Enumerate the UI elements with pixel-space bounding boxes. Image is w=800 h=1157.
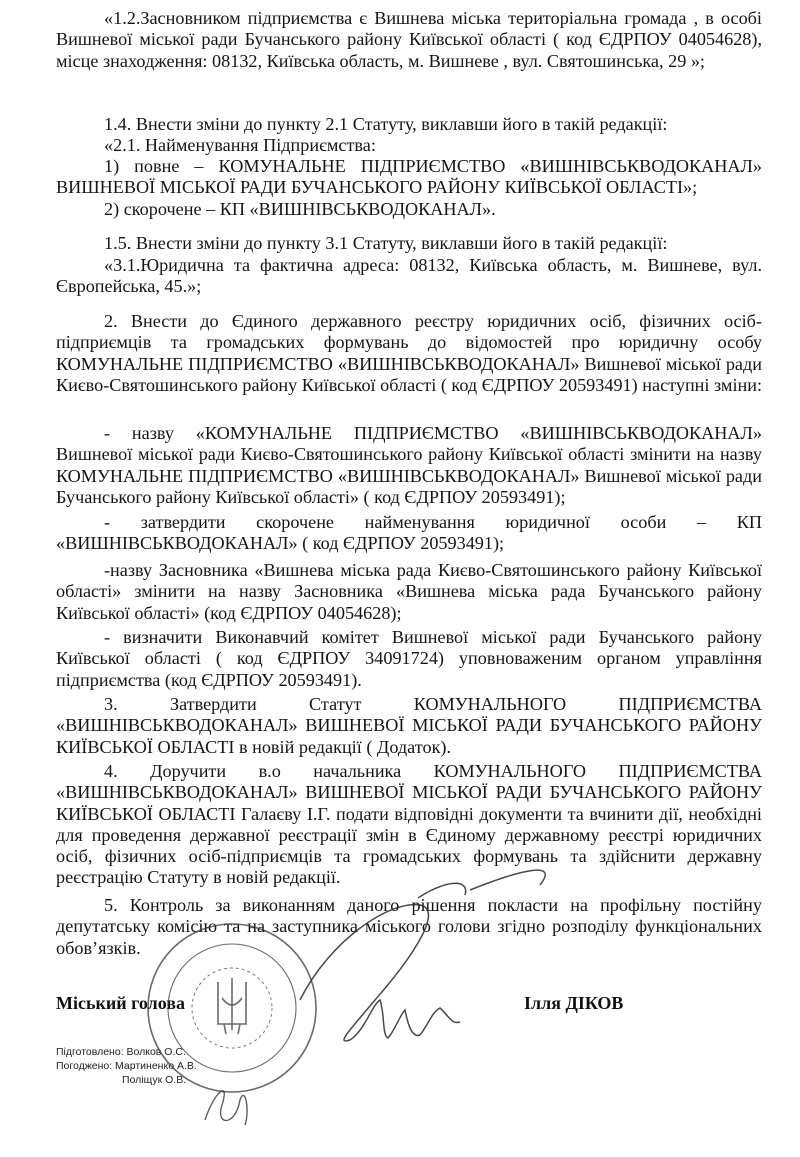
paragraph-full-name: 1) повне – КОМУНАЛЬНЕ ПІДПРИЄМСТВО «ВИШНІВСЬКВОДОКАНАЛ» ВИШНЕВОЇ МІСЬКОЇ РАДИ БУЧАНСЬКОГО РАЙОНУ КИЇВСЬКОЇ ОБЛАСТІ»; bbox=[56, 156, 762, 198]
paragraph-2: 2. Внести до Єдиного державного реєстру юридичних осіб, фізичних осіб-підприємців та громадських формувань до відомостей про юридичну особу КОМУНАЛЬНЕ ПІДПРИЄМСТВО «ВИШНІВСЬКВОДОКАНАЛ» Вишневої міської ради Києво-Святошинського району Київської області ( код ЄДРПОУ 20593491) наступні зміни: bbox=[56, 311, 763, 395]
trident-emblem-icon bbox=[218, 978, 246, 1034]
agreed-by: Погоджено: Мартиненко А.В. bbox=[56, 1060, 197, 1072]
agreed-by-2: Поліщук О.В. bbox=[122, 1074, 187, 1086]
paragraph-5: 5. Контроль за виконанням даного рішення покласти на профільну постійну депутатську комісію та на заступника міського голови згідно розподілу функціональних обов’язків. bbox=[56, 895, 762, 958]
paragraph-founder-rename: -назву Засновника «Вишнева міська рада Києво-Святошинського району Київської області» змінити на назву Засновника «Вишнева міська рада Бучанського району Київської області» (код ЄДРПОУ 04054628); bbox=[56, 560, 762, 623]
paragraph-3: 3. Затвердити Статут КОМУНАЛЬНОГО ПІДПРИЄМСТВА «ВИШНІВСЬКВОДОКАНАЛ» ВИШНЕВОЇ МІСЬКОЇ РАДИ БУЧАНСЬКОГО РАЙОНУ КИЇВСЬКОЇ ОБЛАСТІ в новій редакції ( Додаток). bbox=[56, 694, 762, 757]
paragraph-1-5: 1.5. Внести зміни до пункту 3.1 Статуту, виклавши його в такій редакції: bbox=[104, 233, 668, 253]
initials-scribble bbox=[205, 1091, 247, 1125]
mayor-name: Ілля ДІКОВ bbox=[524, 993, 624, 1013]
paragraph-short-approve: - затвердити скорочене найменування юридичної особи – КП «ВИШНІВСЬКВОДОКАНАЛ» ( код ЄДРПОУ 20593491); bbox=[56, 512, 762, 554]
paragraph-rename: - назву «КОМУНАЛЬНЕ ПІДПРИЄМСТВО «ВИШНІВСЬКВОДОКАНАЛ» Вишневої міської ради Києво-Святошинського району Київської області змінити на назву КОМУНАЛЬНЕ ПІДПРИЄМСТВО «ВИШНІВСЬКВОДОКАНАЛ» Вишневої міської ради Бучанського району Київської області» ( код ЄДРПОУ 20593491); bbox=[56, 423, 762, 507]
paragraph-executive: - визначити Виконавчий комітет Вишневої міської ради Бучанського району Київської області ( код ЄДРПОУ 34091724) уповноваженим органом управління підприємства (код ЄДРПОУ 20593491). bbox=[56, 627, 762, 690]
mayor-label: Міський голова bbox=[56, 993, 185, 1013]
paragraph-4: 4. Доручити в.о начальника КОМУНАЛЬНОГО ПІДПРИЄМСТВА «ВИШНІВСЬКВОДОКАНАЛ» ВИШНЕВОЇ МІСЬКОЇ РАДИ БУЧАНСЬКОГО РАЙОНУ КИЇВСЬКОЇ ОБЛАСТІ Галаєву І.Г. подати відповідні документи та вчинити дії, необхідні для проведення державної реєстрації змін в Єдиному державному реєстрі юридичних осіб, фізичних осіб-підприємців та громадських формувань та здійснити державну реєстрацію Статуту в новій редакції. bbox=[56, 761, 762, 888]
prepared-by: Підготовлено: Волков О.С. bbox=[56, 1046, 186, 1058]
paragraph-1-2: «1.2.Засновником підприємства є Вишнева міська територіальна громада , в особі Вишневої міської ради Бучанського району Київської області ( код ЄДРПОУ 04054628), місце знаходження: 08132, Київська область, м. Вишневе , вул. Святошинська, 29 »; bbox=[56, 8, 762, 71]
paragraph-1-4: 1.4. Внести зміни до пункту 2.1 Статуту, виклавши його в такій редакції: bbox=[104, 114, 668, 134]
paragraph-2-1-heading: «2.1. Найменування Підприємства: bbox=[104, 135, 376, 155]
paragraph-3-1-address: «3.1.Юридична та фактична адреса: 08132, Київська область, м. Вишневе, вул. Європейська, 45.»; bbox=[56, 255, 762, 297]
paragraph-short-name: 2) скорочене – КП «ВИШНІВСЬКВОДОКАНАЛ». bbox=[104, 199, 496, 219]
